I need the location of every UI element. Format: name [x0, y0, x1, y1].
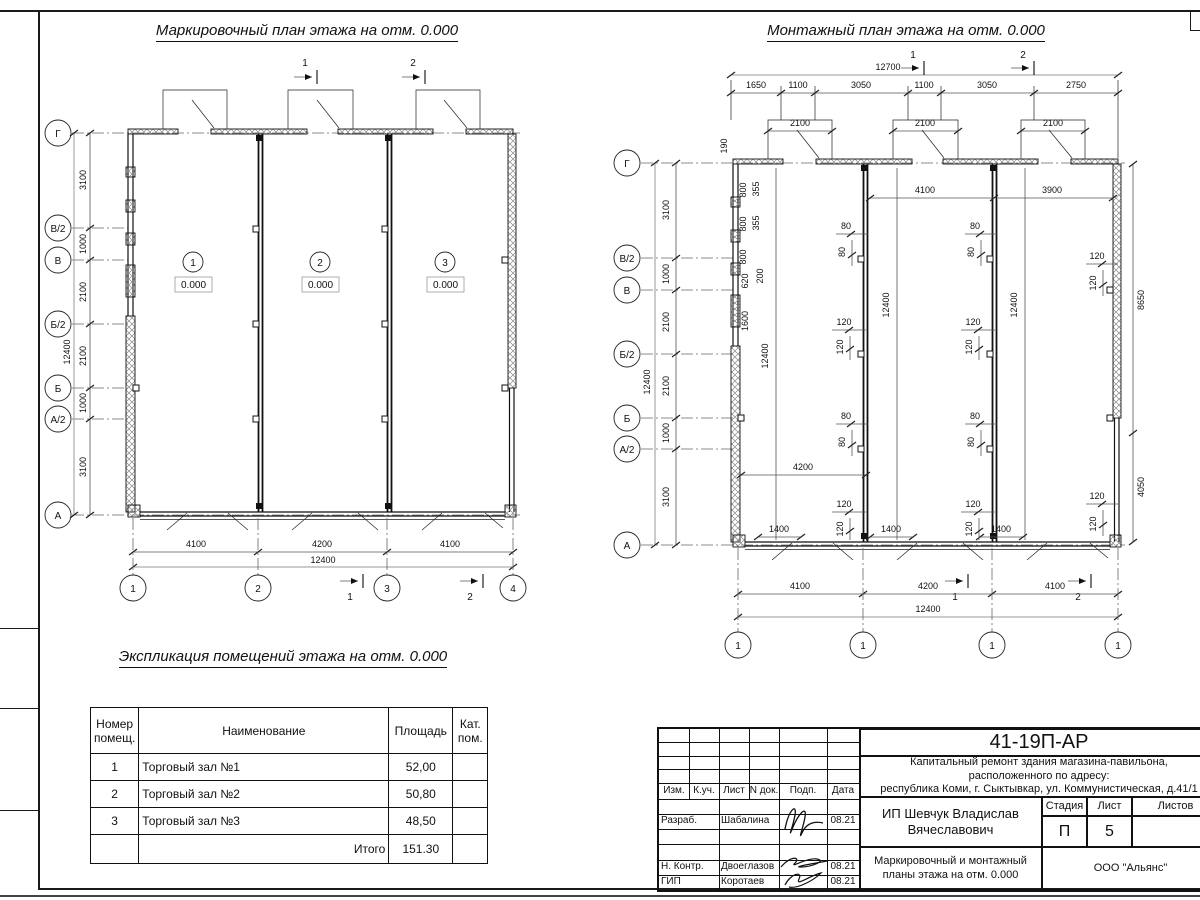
svg-text:120: 120 [1089, 251, 1105, 261]
bottom-dim-chain [129, 539, 517, 570]
svg-text:2100: 2100 [1042, 118, 1064, 128]
svg-text:1: 1 [952, 592, 958, 603]
sig-col-ndok: N док. [749, 784, 779, 796]
svg-text:12400: 12400 [760, 343, 770, 369]
svg-text:800: 800 [738, 216, 748, 232]
sig-role-gip: ГИП [661, 876, 681, 888]
svg-text:120: 120 [836, 499, 852, 509]
axis-b2: Б/2 [50, 320, 66, 331]
table-row: 3 Торговый зал №3 48,50 [91, 808, 488, 835]
svg-text:4200: 4200 [917, 581, 939, 591]
svg-text:120: 120 [836, 317, 852, 327]
signature-nkontr [777, 851, 831, 891]
svg-text:1000: 1000 [661, 263, 671, 285]
svg-text:0.000: 0.000 [432, 280, 459, 291]
svg-text:2100: 2100 [661, 311, 671, 333]
vestibules [163, 90, 480, 129]
svg-text:120: 120 [1088, 275, 1098, 291]
svg-text:2: 2 [255, 584, 261, 595]
svg-text:3900: 3900 [1041, 185, 1063, 195]
sig-role-razrab: Разраб. [661, 815, 698, 827]
svg-text:2: 2 [1020, 50, 1026, 61]
sig-col-data: Дата [831, 784, 855, 796]
doc-code-cell: 41-19П-АР [859, 729, 1200, 756]
svg-text:1: 1 [190, 258, 196, 269]
table-row: 1 Торговый зал №1 52,00 [91, 754, 488, 781]
room-markers [175, 252, 464, 292]
sheet-edge-bottom [0, 895, 1200, 897]
svg-text:12400: 12400 [62, 339, 72, 365]
sig-col-podp: Подп. [789, 784, 817, 796]
svg-text:В: В [623, 286, 631, 297]
axis-g: Г [55, 129, 61, 140]
signature-razrab [777, 801, 829, 846]
sig-name-nkontr: Двоеглазов [721, 861, 775, 873]
svg-text:2100: 2100 [914, 118, 936, 128]
svg-text:1600: 1600 [740, 310, 750, 332]
sig-col-kuch: К.уч. [693, 784, 715, 796]
col-header-cat: Кат. пом. [453, 708, 488, 754]
svg-text:1: 1 [302, 58, 308, 69]
svg-text:4100: 4100 [185, 539, 207, 549]
svg-text:1000: 1000 [78, 392, 88, 414]
sig-date-razrab: 08.21 [830, 815, 856, 827]
svg-text:1100: 1100 [788, 80, 808, 90]
svg-text:12700: 12700 [875, 62, 901, 72]
svg-text:4100: 4100 [789, 581, 811, 591]
montage-plan-drawing [608, 28, 1200, 678]
top-dim-chain [727, 62, 1122, 158]
svg-text:80: 80 [966, 436, 976, 448]
svg-text:12400: 12400 [1009, 292, 1019, 318]
table-total-row [91, 835, 488, 864]
svg-text:3050: 3050 [850, 80, 872, 90]
svg-text:0.000: 0.000 [307, 280, 334, 291]
svg-text:3050: 3050 [976, 80, 998, 90]
sheets-value [1132, 816, 1200, 847]
svg-text:620: 620 [740, 273, 750, 289]
project-desc-cell [859, 756, 1200, 797]
building-outline [731, 159, 1121, 560]
right-plan-title: Монтажный план этажа на отм. 0.000 [736, 22, 1076, 42]
axis-b: Б [54, 384, 62, 395]
sig-role-nkontr: Н. Контр. [661, 861, 704, 873]
row-axes [614, 150, 1125, 558]
margin-divider-3 [0, 810, 38, 811]
bottom-dim-chain [734, 581, 1122, 620]
svg-text:1: 1 [989, 641, 995, 652]
door-dims [764, 118, 1089, 134]
svg-text:80: 80 [837, 436, 847, 448]
sig-date-gip: 08.21 [830, 876, 856, 888]
svg-text:80: 80 [966, 246, 976, 258]
svg-text:120: 120 [964, 521, 974, 537]
svg-text:12400: 12400 [881, 292, 891, 318]
svg-text:12400: 12400 [642, 369, 652, 395]
svg-text:1000: 1000 [661, 422, 671, 444]
marking-plan-drawing [40, 45, 585, 665]
panel-mark-circles [725, 548, 1131, 658]
sig-name-gip: Коротаев [721, 876, 765, 888]
stage-header: Стадия [1042, 797, 1087, 816]
svg-text:355: 355 [751, 181, 761, 197]
svg-text:12400: 12400 [310, 555, 336, 565]
building-outline [126, 129, 516, 530]
svg-text:2: 2 [467, 592, 473, 603]
svg-text:В/2: В/2 [619, 254, 635, 265]
total-label: Итого [139, 835, 389, 864]
total-value: 151.30 [389, 835, 453, 864]
svg-text:2: 2 [410, 58, 416, 69]
explication-table [90, 707, 488, 864]
sheet-value: 5 [1087, 816, 1132, 847]
stage-value: П [1042, 816, 1087, 847]
svg-text:80: 80 [840, 221, 852, 231]
svg-text:3100: 3100 [661, 199, 671, 221]
svg-text:8650: 8650 [1136, 289, 1146, 311]
svg-text:120: 120 [965, 317, 981, 327]
svg-text:190: 190 [719, 138, 729, 154]
svg-text:4100: 4100 [914, 185, 936, 195]
axis-v2: В/2 [50, 224, 66, 235]
svg-text:1650: 1650 [745, 80, 767, 90]
left-plan-title: Маркировочный план этажа на отм. 0.000 [137, 22, 477, 42]
svg-text:80: 80 [837, 246, 847, 258]
svg-text:1: 1 [1115, 641, 1121, 652]
col-header-name: Наименование [139, 708, 389, 754]
svg-text:2100: 2100 [78, 345, 88, 367]
svg-text:80: 80 [969, 411, 981, 421]
client-cell: ИП Шевчук Владислав Вячеславович [859, 797, 1042, 847]
svg-text:4100: 4100 [1044, 581, 1066, 591]
montage-dims [719, 138, 1146, 545]
svg-text:А: А [623, 541, 631, 552]
margin-divider-1 [0, 628, 38, 629]
svg-text:12400: 12400 [915, 604, 941, 614]
explication-title: Экспликация помещений этажа на отм. 0.000 [108, 648, 458, 668]
svg-text:120: 120 [1089, 491, 1105, 501]
svg-text:4200: 4200 [792, 462, 814, 472]
svg-text:2100: 2100 [78, 281, 88, 303]
doc-title-line-2: планы этажа на отм. 0.000 [882, 868, 1019, 881]
svg-text:3: 3 [442, 258, 448, 269]
org-cell: ООО "Альянс" [1042, 847, 1200, 890]
title-block [657, 727, 1200, 892]
svg-text:1: 1 [910, 50, 916, 61]
doc-title-line-1: Маркировочный и монтажный [874, 854, 1027, 867]
axis-v: В [54, 256, 62, 267]
svg-text:Б/2: Б/2 [619, 350, 635, 361]
doc-title-cell [859, 847, 1042, 890]
col-header-num: Номер помещ. [91, 708, 139, 754]
svg-text:120: 120 [964, 339, 974, 355]
svg-text:3100: 3100 [78, 456, 88, 478]
axis-a2: А/2 [50, 415, 66, 426]
svg-text:1: 1 [735, 641, 741, 652]
svg-text:120: 120 [1088, 516, 1098, 532]
table-row: 2 Торговый зал №2 50,80 [91, 781, 488, 808]
svg-text:800: 800 [738, 182, 748, 198]
svg-text:2100: 2100 [661, 375, 671, 397]
svg-text:0.000: 0.000 [180, 280, 207, 291]
svg-text:1400: 1400 [768, 524, 790, 534]
row-axes [45, 120, 520, 528]
svg-text:80: 80 [969, 221, 981, 231]
col-header-area: Площадь [389, 708, 453, 754]
desc-line-1: Капитальный ремонт здания магазина-павильона, [910, 755, 1168, 768]
svg-text:3: 3 [384, 584, 390, 595]
axis-a: А [54, 511, 62, 522]
svg-text:800: 800 [738, 249, 748, 265]
svg-text:120: 120 [965, 499, 981, 509]
svg-text:3100: 3100 [661, 486, 671, 508]
svg-text:Г: Г [624, 159, 630, 170]
svg-text:1: 1 [860, 641, 866, 652]
svg-text:1000: 1000 [78, 233, 88, 255]
svg-text:355: 355 [751, 215, 761, 231]
sig-name-razrab: Шабалина [721, 815, 770, 827]
svg-text:1100: 1100 [914, 80, 934, 90]
desc-line-3: республика Коми, г. Сыктывкар, ул. Коммунистическая, д.41/1 [880, 783, 1198, 796]
svg-text:2750: 2750 [1065, 80, 1087, 90]
sheets-header: Листов [1132, 797, 1200, 816]
sig-col-list: Лист [723, 784, 745, 796]
svg-text:3100: 3100 [78, 169, 88, 191]
svg-text:4200: 4200 [311, 539, 333, 549]
sheet-header: Лист [1087, 797, 1132, 816]
sig-date-nkontr: 08.21 [830, 861, 856, 873]
sig-col-izm: Изм. [663, 784, 685, 796]
svg-text:1: 1 [130, 584, 136, 595]
svg-text:Б: Б [623, 414, 631, 425]
svg-text:2: 2 [1075, 592, 1081, 603]
margin-divider-2 [0, 708, 38, 709]
svg-text:80: 80 [840, 411, 852, 421]
frame-top [0, 10, 1200, 12]
svg-text:1: 1 [347, 592, 353, 603]
svg-text:200: 200 [755, 268, 765, 284]
svg-text:4: 4 [510, 584, 516, 595]
svg-text:120: 120 [835, 521, 845, 537]
desc-line-2: расположенного по адресу: [968, 769, 1110, 782]
svg-text:2: 2 [317, 258, 323, 269]
svg-text:1400: 1400 [880, 524, 902, 534]
svg-text:4100: 4100 [439, 539, 461, 549]
svg-text:4050: 4050 [1136, 476, 1146, 498]
svg-text:120: 120 [835, 339, 845, 355]
svg-text:1400: 1400 [990, 524, 1012, 534]
svg-text:А/2: А/2 [619, 445, 635, 456]
svg-text:2100: 2100 [789, 118, 811, 128]
